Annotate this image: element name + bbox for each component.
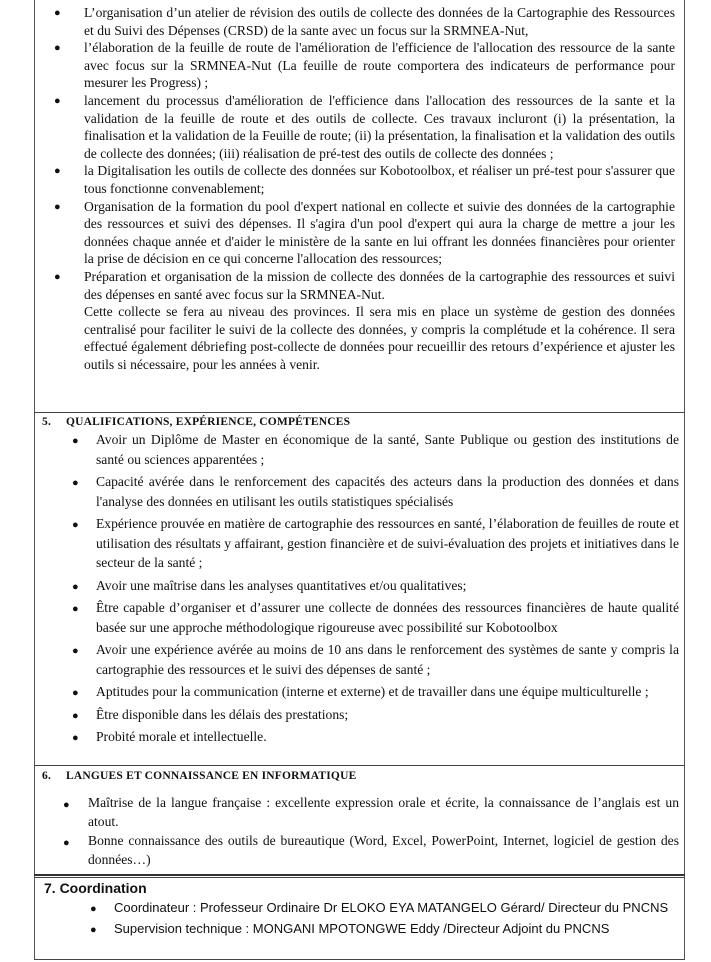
divider [34, 412, 685, 413]
list-item: ● Avoir une maîtrise dans les analyses quantitatives et/ou qualitatives; [34, 576, 685, 596]
list-item: ● Être capable d’organiser et d’assurer une collecte de données des ressources financières de haute qualité basée sur une approche méthodologique rigoureuse avec possibilité sur Kobotoolbox [72, 600, 679, 635]
bullet-icon: ● [63, 837, 70, 849]
bullet-icon: ● [72, 477, 79, 489]
section-7-coordination [34, 880, 685, 940]
section-heading: 5. QUALIFICATIONS, EXPÉRIENCE, COMPÉTENCES [42, 416, 351, 428]
section-heading: 6. LANGUES ET CONNAISSANCE EN INFORMATIQUE [42, 770, 357, 782]
list-item: ● Aptitudes pour la communication (interne et externe) et de travailler dans une équipe multiculturelle ; [34, 682, 685, 702]
bullet-icon: ● [90, 924, 97, 936]
list-item: ● Préparation et organisation de la mission de collecte des données de la cartographie des ressources et suivi des dépenses en santé avec focus sur la SRMNEA-Nut. [54, 268, 675, 302]
list-item: ● Être disponible dans les délais des prestations; [34, 705, 685, 725]
collection-paragraph: Cette collecte se fera au niveau des provinces. Il sera mis en place un système de gestion des données centralisé pour faciliter le suivi de la collecte des données, y compris la complétude et la cohérence. Il sera effectué également débriefing post-collecte de données pour recueillir des retours d’expérience et ajuster les outils si nécessaire, pour les années à venir. [84, 304, 675, 372]
bullet-icon: ● [54, 94, 61, 107]
list-item: ● Coordinateur : Professeur Ordinaire Dr ELOKO EYA MATANGELO Gérard/ Directeur du PNCNS [34, 898, 685, 917]
bullet-icon: ● [63, 799, 70, 811]
list-item: ● Expérience prouvée en matière de cartographie des ressources en santé, l’élaboration de feuilles de route et utilisation des résultats y affairant, gestion financière et de suivi-évaluation des projets et initiatives dans le secteur de la santé ; [72, 516, 679, 570]
list-item: ● Avoir une expérience avérée au moins de 10 ans dans le renforcement des systèmes de sante y compris la cartographie des ressources et le suivi des dépenses de santé ; [72, 642, 679, 677]
list-item: ● Avoir un Diplôme de Master en économique de la santé, Sante Publique ou gestion des institutions de santé ou sciences apparentées ; [72, 432, 679, 467]
list-item: ● lancement du processus d'amélioration de l'efficience dans l'allocation des ressources de la sante et la validation de la feuille de route et des outils de collecte. Ces travaux incluront (i) la présentation, la finalisation et la validation de la Feuille de route; (ii) la présentation, la finalisation et la validation des outils de collecte des données; (iii) réalisation de pré-test des outils de collecte des données ; [54, 92, 675, 161]
bullet-icon: ● [54, 7, 61, 19]
bullet-icon: ● [72, 435, 79, 447]
list-item: ● Supervision technique : MONGANI MPOTONGWE Eddy /Directeur Adjoint du PNCNS [34, 919, 685, 938]
list-item: ● Organisation de la formation du pool d'expert national en collecte et suivie des données de la cartographie des ressources et suivi des dépenses. Il s'agira d'un pool d'expert qui aura la charge de mettre a jour les données chaque année et d'aider le ministère de la sante en lui offrant les données financières pour orienter la prise de décision en ce qui concerne l'allocation des ressources; [54, 198, 675, 267]
bullet-icon: ● [72, 603, 79, 615]
bullet-icon: ● [54, 42, 61, 55]
list-item: ● Capacité avérée dans le renforcement des capacités des acteurs dans la production des données et dans l'analyse des données en utilisant les outils statistiques spécialisés [72, 474, 679, 509]
activity-list [34, 4, 685, 303]
coordination-list [34, 898, 685, 938]
bullet-icon: ● [72, 580, 79, 593]
language-list [34, 794, 685, 869]
section-6-languages [34, 770, 685, 870]
bullet-icon: ● [72, 709, 79, 722]
bullet-icon: ● [90, 903, 97, 915]
list-item: ● la Digitalisation les outils de collecte des données sur Kobotoolbox, et réaliser un pré-test pour s'assurer que tous fonctionne convenablement; [54, 163, 675, 196]
bullet-icon: ● [54, 165, 61, 178]
section-5-qualifications [34, 416, 685, 750]
divider [34, 959, 685, 960]
list-item: ● L’organisation d’un atelier de révision des outils de collecte des données de la Cartographie des Ressources et du Suivi des Dépenses (CRSD) de la sante avec un focus sur la SRMNEA-Nut, [54, 5, 675, 38]
bullet-icon: ● [72, 645, 79, 657]
list-item: ● Probité morale et intellectuelle. [34, 727, 685, 747]
divider [34, 874, 685, 876]
list-item: ● Maîtrise de la langue française : excellente expression orale et écrite, la connaissance de l’anglais est un atout. [63, 795, 679, 829]
divider [34, 765, 685, 766]
bullet-icon: ● [54, 270, 61, 283]
section-heading: 7. Coordination [44, 880, 147, 896]
section-4-activities [34, 4, 685, 373]
list-item: ● Bonne connaissance des outils de bureautique (Word, Excel, PowerPoint, Internet, logiciel de gestion des données…) [63, 833, 679, 867]
bullet-icon: ● [72, 732, 79, 744]
divider [34, 877, 685, 878]
bullet-icon: ● [72, 687, 79, 699]
bullet-icon: ● [54, 200, 61, 213]
qualification-list [34, 430, 685, 747]
list-item: ● l’élaboration de la feuille de route de l'amélioration de l'efficience de l'allocation des ressource de la sante avec focus sur la SRMNEA-Nut (La feuille de route comportera des indicateurs de performance pour mesurer les Progress) ; [54, 40, 675, 91]
bullet-icon: ● [72, 519, 79, 531]
